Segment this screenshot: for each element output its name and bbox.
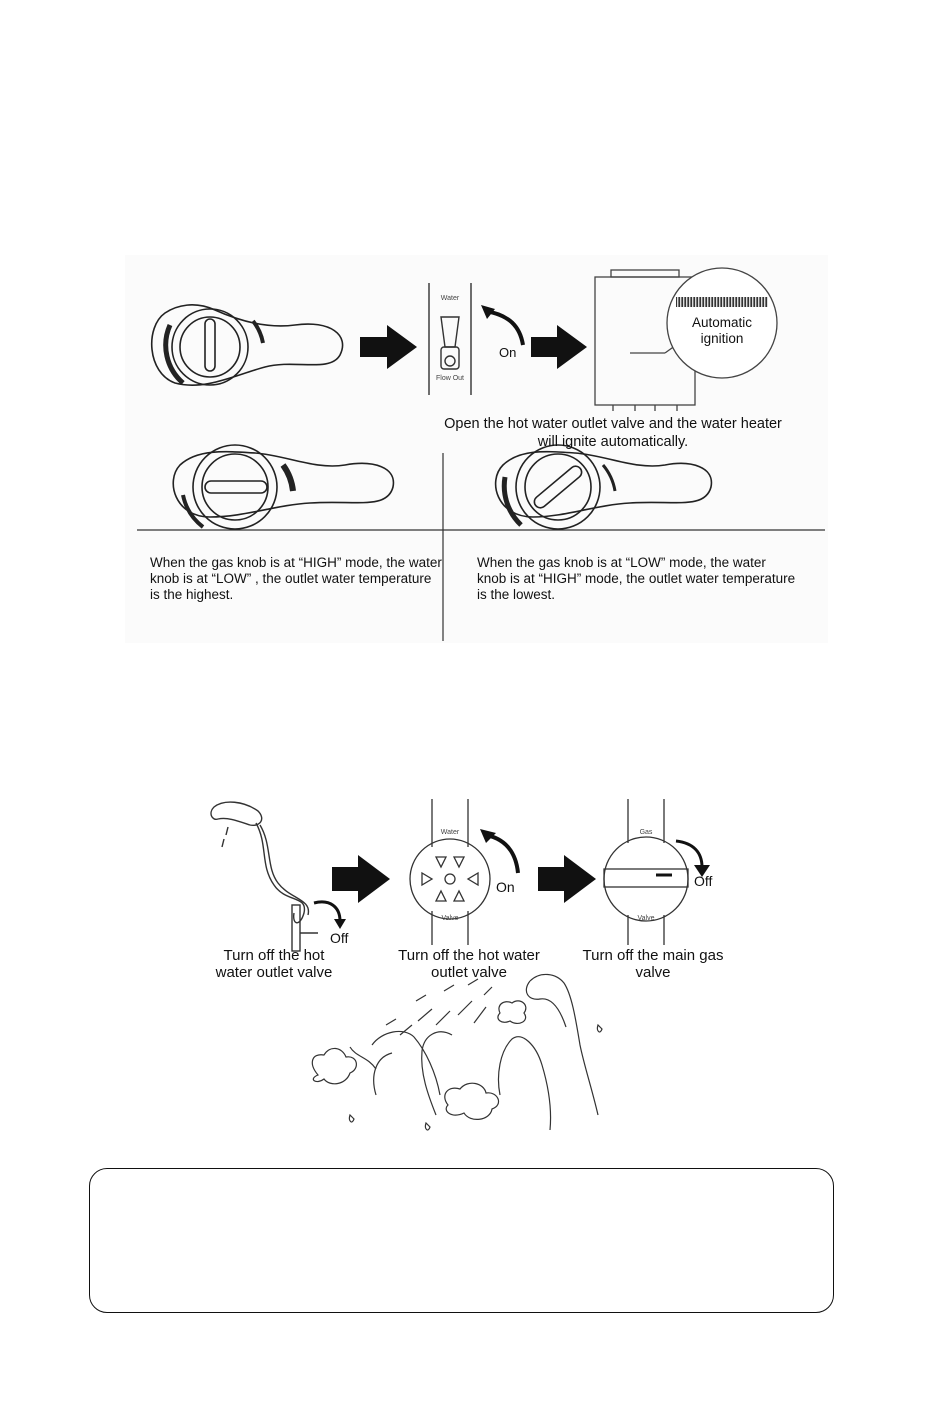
curved-arrow-icon	[480, 829, 518, 873]
curved-arrow-icon	[314, 902, 346, 929]
high-mode-note: When the gas knob is at “HIGH” mode, the water knob is at “LOW” , the outlet water temperature is the highest.	[150, 555, 442, 602]
water-valve-top-label: Water	[440, 829, 460, 836]
washing-hands-illustration	[312, 974, 602, 1130]
shower-head-icon	[211, 802, 318, 951]
curved-arrow-icon	[676, 841, 710, 877]
low-mode-note: When the gas knob is at “LOW” mode, the water knob is at “HIGH” mode, the outlet water temperature is the lowest.	[477, 555, 796, 602]
step1-caption: Turn off the hot water outlet valve	[215, 947, 333, 981]
gas-knob-low-icon	[496, 445, 712, 529]
off-label-2: Off	[694, 873, 713, 889]
startup-instructions-panel	[125, 255, 828, 643]
arrow-right-icon	[531, 325, 587, 369]
step2-caption: Turn off the hot water outlet valve	[398, 947, 540, 981]
ignite-caption: Open the hot water outlet valve and the water heater will ignite automatically.	[444, 416, 782, 450]
gas-valve-top-label: Gas	[639, 829, 653, 836]
automatic-ignition-label: Automatic ignition	[691, 315, 753, 346]
valve-bottom-label: Flow Out	[435, 375, 464, 382]
gas-knob-high-icon	[173, 445, 393, 529]
gas-valve-icon	[604, 799, 688, 945]
off-label-1: Off	[330, 930, 349, 946]
gas-knob-icon	[152, 305, 343, 385]
step3-caption: Turn off the main gas valve	[582, 947, 724, 981]
water-valve-icon	[410, 799, 490, 945]
on-label: On	[499, 345, 517, 360]
curved-arrow-icon	[481, 305, 523, 345]
note-box	[89, 1168, 834, 1313]
arrow-right-icon	[538, 855, 596, 903]
on-label-2: On	[496, 879, 515, 895]
valve-top-label: Water	[440, 295, 460, 302]
arrow-right-icon	[360, 325, 417, 369]
water-valve-bottom-label: Valve	[441, 915, 459, 922]
gas-valve-bottom-label: Valve	[637, 915, 655, 922]
arrow-right-icon	[332, 855, 390, 903]
shutdown-instructions-panel	[200, 795, 760, 1140]
